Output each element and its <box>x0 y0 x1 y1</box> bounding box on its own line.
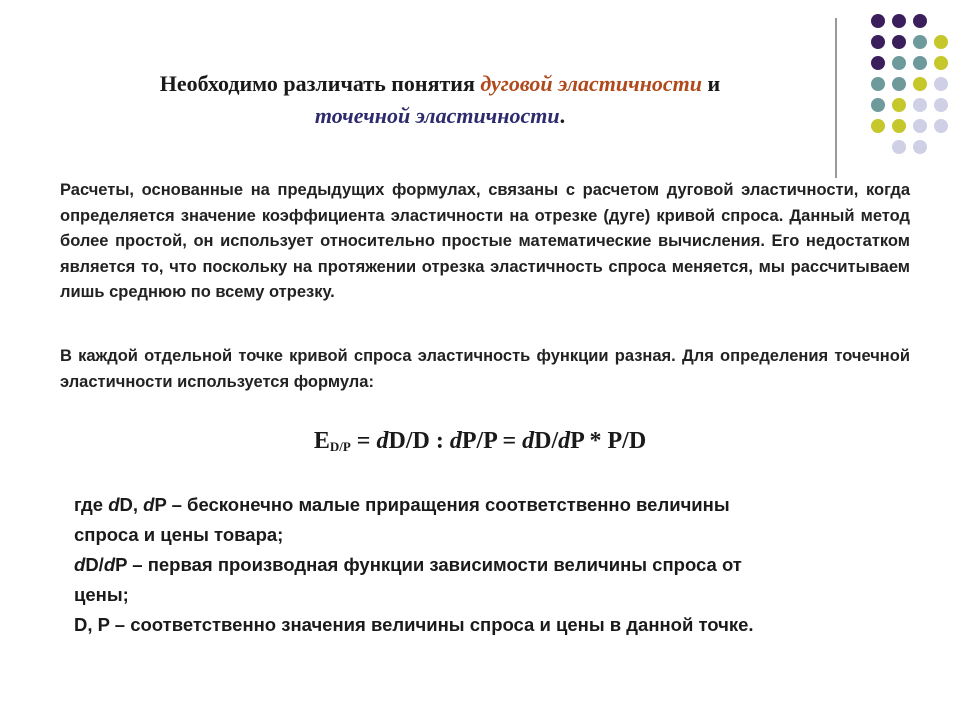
slide-title <box>60 68 820 132</box>
def-d: d <box>103 554 116 575</box>
decorative-dot <box>934 35 948 49</box>
decorative-dot <box>871 98 885 112</box>
decorative-dot <box>871 35 885 49</box>
def-text: D/ <box>85 554 104 575</box>
definition-line: спроса и цены товара; <box>74 524 284 545</box>
title-connector: и <box>702 71 721 96</box>
def-text: P – бесконечно малые приращения соответственно величины <box>154 494 730 515</box>
definition-line: цены; <box>74 584 129 605</box>
decorative-dot <box>934 119 948 133</box>
decorative-dot <box>892 98 906 112</box>
decorative-dot <box>913 119 927 133</box>
formula-part: P * P/D <box>570 428 647 454</box>
definition-line <box>74 490 874 520</box>
elasticity-formula <box>0 428 960 455</box>
definition-line <box>74 550 874 580</box>
formula-e: E <box>313 428 330 454</box>
decorative-dot <box>871 14 885 28</box>
decorative-dot <box>892 56 906 70</box>
title-suffix: . <box>559 103 566 128</box>
decorative-divider-line <box>835 18 837 178</box>
decorative-dot <box>892 77 906 91</box>
formula-equals: = <box>350 428 377 454</box>
formula-part: D/D : <box>388 428 450 454</box>
decorative-dot <box>892 14 906 28</box>
decorative-dot <box>934 56 948 70</box>
def-d: d <box>74 554 86 575</box>
decorative-dot <box>913 77 927 91</box>
formula-definitions <box>74 490 874 640</box>
formula-d: d <box>558 428 571 454</box>
decorative-dot <box>913 140 927 154</box>
decorative-dot <box>871 77 885 91</box>
def-d: d <box>143 494 155 515</box>
title-arc-elasticity: дуговой эластичности <box>480 71 703 96</box>
formula-part: D/ <box>534 428 559 454</box>
definition-line: D, P – соответственно значения величины спроса и цены в данной точке. <box>74 614 754 635</box>
def-text: D, <box>119 494 144 515</box>
decorative-dot <box>934 98 948 112</box>
decorative-dot <box>913 56 927 70</box>
formula-d: d <box>376 428 389 454</box>
paragraph-arc-elasticity: Расчеты, основанные на предыдущих формулах, связаны с расчетом дуговой эластичности, когда определяется значение коэффициента эластичности на отрезке (дуге) кривой спроса. Данный метод более простой, он использует относительно простые математические вычисления. Его недостатком является то, что поскольку на протяжении отрезка эластичность спроса меняется, мы рассчитываем лишь среднюю по всему отрезку. <box>60 181 910 301</box>
decorative-dot <box>871 119 885 133</box>
decorative-dot <box>913 14 927 28</box>
decorative-dot <box>892 119 906 133</box>
formula-d: d <box>449 428 462 454</box>
formula-part: P/P = <box>461 428 523 454</box>
formula-subscript: D/P <box>329 439 351 454</box>
decorative-dot <box>871 56 885 70</box>
title-prefix: Необходимо различать понятия <box>159 71 481 96</box>
decorative-dot <box>892 35 906 49</box>
formula-d: d <box>522 428 535 454</box>
def-text: P – первая производная функции зависимости величины спроса от <box>115 554 742 575</box>
decorative-dot <box>892 140 906 154</box>
title-point-elasticity: точечной эластичности <box>314 103 560 128</box>
decorative-dot <box>934 77 948 91</box>
decorative-dot <box>913 98 927 112</box>
def-d: d <box>108 494 120 515</box>
paragraph-point-elasticity: В каждой отдельной точке кривой спроса эластичность функции разная. Для определения точечной эластичности используется формула: <box>60 347 910 391</box>
def-text: где <box>74 494 109 515</box>
decorative-dot <box>913 35 927 49</box>
